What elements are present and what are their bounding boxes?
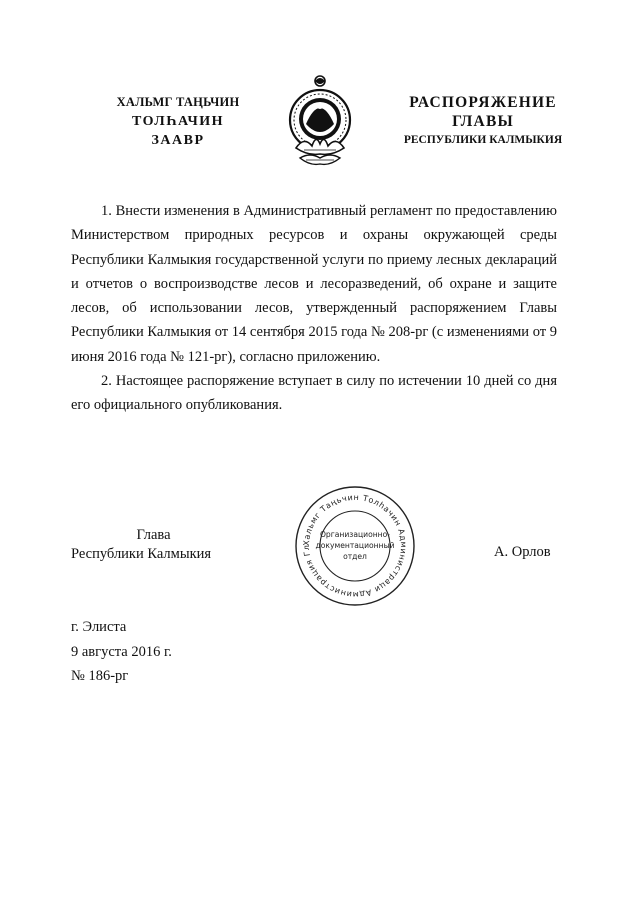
official-stamp — [293, 484, 417, 608]
document-meta — [71, 615, 172, 689]
paragraph-2: 2. Настоящее распоряжение вступает в силу по истечении 10 дней со дня его официального опубликования. — [71, 373, 557, 414]
signatory-title-line1: Глава — [136, 527, 171, 543]
stamp-outer-text: Хальмг Таңьчин Толһачин Администраци Администрация Гл — [301, 492, 409, 600]
header-left-line3: ЗААВР — [151, 133, 205, 148]
header-right-line1: РАСПОРЯЖЕНИЕ — [409, 94, 557, 111]
signatory-title-line2: Республики Калмыкия — [71, 546, 212, 562]
header-right-block — [388, 93, 578, 150]
document-body — [71, 199, 557, 418]
stamp-inner-line1: Организационно- — [319, 530, 391, 539]
kalmykia-coat-of-arms-icon — [286, 74, 354, 170]
stamp-inner-line2: документационный — [315, 541, 395, 550]
header-left-line1: ХАЛЬМГ ТАҢЬЧИН — [116, 95, 240, 109]
signatory-title — [71, 526, 236, 564]
document-number: № 186-рг — [71, 668, 129, 684]
city-label: г. Элиста — [71, 619, 127, 635]
paragraph-1: 1. Внести изменения в Административный регламент по предоставлению Министерством природных ресурсов и охраны окружающей среды Республики Калмыкия государственной услуги по приему лесных деклараций и отчетов о воспроизводстве лесов и лесоразведений, об охране и защите лесов, об использовании лесов, утвержденный распоряжением Главы Республики Калмыкия от 14 сентября 2015 года № 208-рг (с изменениями от 9 июня 2016 года № 121-рг), согласно приложению. — [71, 203, 557, 365]
document-date: 9 августа 2016 г. — [71, 643, 172, 660]
header-right-line3: РЕСПУБЛИКИ КАЛМЫКИЯ — [403, 134, 563, 146]
header-right-line2: ГЛАВЫ — [452, 113, 514, 130]
header-left-block — [88, 93, 268, 150]
header-left-line2: ТОЛҺАЧИН — [131, 114, 225, 129]
signatory-name: А. Орлов — [494, 544, 551, 560]
stamp-inner-line3: отдел — [343, 552, 367, 561]
